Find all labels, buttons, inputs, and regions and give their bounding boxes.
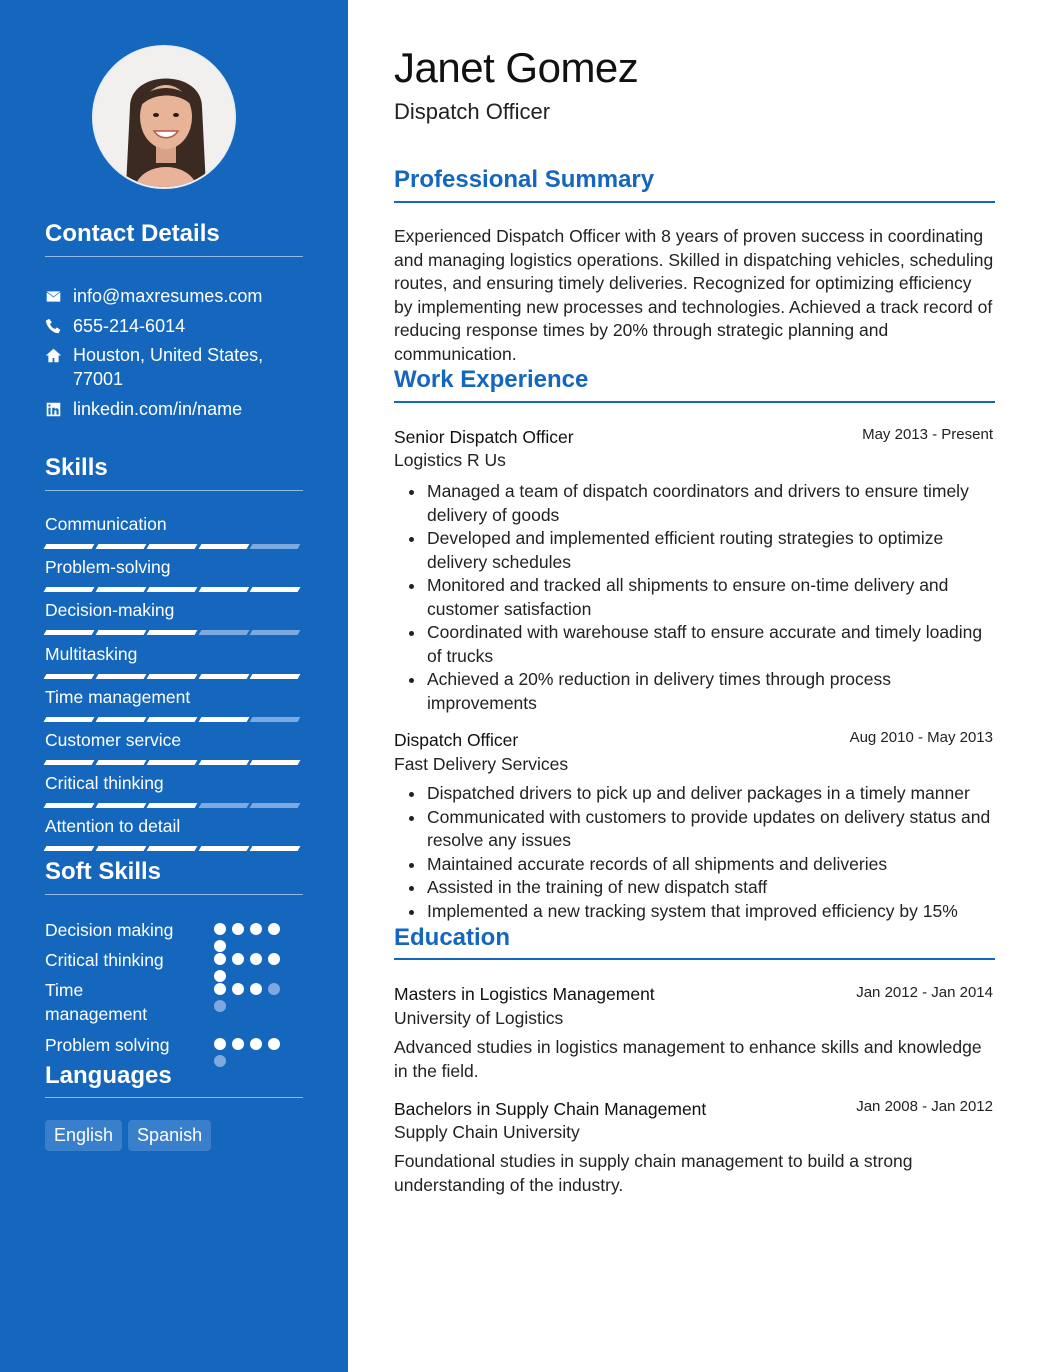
skill-segment-filled <box>198 587 249 592</box>
skill-segment-filled <box>95 803 146 808</box>
rating-dot-filled <box>268 923 280 935</box>
skill-segment-filled <box>95 630 146 635</box>
skill-segment-filled <box>147 674 198 679</box>
summary-section-title: Professional Summary <box>394 166 655 193</box>
job-company: Logistics R Us <box>394 450 506 470</box>
list-item: Managed a team of dispatch coordinators and drivers to ensure timely delivery of goods <box>394 480 994 527</box>
home-icon <box>45 343 73 367</box>
rating-dot-filled <box>250 983 262 995</box>
rating-dot-filled <box>214 1038 226 1050</box>
summary-divider <box>394 201 995 203</box>
soft-skill-rating <box>214 983 288 1012</box>
skill-level-bar <box>45 587 303 593</box>
candidate-name: Janet Gomez <box>394 44 639 91</box>
skill-name: Multitasking <box>45 644 138 664</box>
contact-phone[interactable]: 655-214-6014 <box>73 316 186 336</box>
contact-email[interactable]: info@maxresumes.com <box>73 286 263 306</box>
experience-section-title: Work Experience <box>394 366 589 393</box>
linkedin-icon <box>45 397 73 421</box>
rating-dot-filled <box>250 1038 262 1050</box>
rating-dot-empty <box>214 1000 226 1012</box>
skill-segment-filled <box>250 846 301 851</box>
skill-segment-filled <box>44 587 95 592</box>
skill-level-bar <box>45 630 303 636</box>
skill-segment-filled <box>198 674 249 679</box>
rating-dot-filled <box>232 983 244 995</box>
contact-divider <box>45 256 303 257</box>
soft-skill-rating <box>214 923 288 952</box>
skill-segment-filled <box>95 760 146 765</box>
soft-skill-name: Time management <box>45 980 148 1024</box>
skill-segment-empty <box>250 544 301 549</box>
languages-section-title: Languages <box>45 1062 172 1089</box>
list-item: Coordinated with warehouse staff to ensure accurate and timely loading of trucks <box>394 621 994 668</box>
skill-segment-filled <box>147 587 198 592</box>
rating-dot-filled <box>214 923 226 935</box>
skill-segment-filled <box>147 717 198 722</box>
contact-phone-row <box>45 314 303 338</box>
skill-segment-filled <box>198 846 249 851</box>
list-item: Achieved a 20% reduction in delivery times through process improvements <box>394 668 994 715</box>
rating-dot-filled <box>232 1038 244 1050</box>
skill-segment-filled <box>95 544 146 549</box>
rating-dot-empty <box>214 1055 226 1067</box>
sidebar <box>0 0 348 1372</box>
list-item: Dispatched drivers to pick up and deliver packages in a timely manner <box>394 782 994 806</box>
skill-name: Communication <box>45 514 167 534</box>
skill-segment-filled <box>147 846 198 851</box>
skill-segment-empty <box>198 803 249 808</box>
rating-dot-filled <box>214 940 226 952</box>
contact-linkedin-row <box>45 397 303 421</box>
job-bullets <box>394 480 994 715</box>
skill-segment-filled <box>44 803 95 808</box>
contact-address: Houston, United States, 77001 <box>73 345 264 389</box>
skill-segment-empty <box>198 630 249 635</box>
list-item: Developed and implemented efficient routing strategies to optimize delivery schedules <box>394 527 994 574</box>
education-dates: Jan 2012 - Jan 2014 <box>856 984 993 1001</box>
list-item: Communicated with customers to provide updates on delivery status and resolve any issues <box>394 806 994 853</box>
skill-segment-filled <box>44 846 95 851</box>
skill-level-bar <box>45 544 303 550</box>
list-item: Implemented a new tracking system that improved efficiency by 15% <box>394 900 994 924</box>
rating-dot-filled <box>250 953 262 965</box>
skill-segment-filled <box>44 717 95 722</box>
soft-skill-rating <box>214 1038 288 1067</box>
profile-photo <box>94 47 236 189</box>
skill-level-bar <box>45 846 303 852</box>
rating-dot-empty <box>268 983 280 995</box>
skill-segment-empty <box>250 717 301 722</box>
education-section-title: Education <box>394 924 511 951</box>
skill-name: Attention to detail <box>45 816 181 836</box>
skill-name: Critical thinking <box>45 773 164 793</box>
soft-skills-section-title: Soft Skills <box>45 858 162 885</box>
contact-linkedin[interactable]: linkedin.com/in/name <box>73 399 243 419</box>
job-company: Fast Delivery Services <box>394 754 569 774</box>
skill-segment-filled <box>250 587 301 592</box>
avatar <box>92 45 236 189</box>
education-school: Supply Chain University <box>394 1122 580 1142</box>
skill-segment-filled <box>44 674 95 679</box>
experience-divider <box>394 401 995 403</box>
skill-segment-filled <box>250 674 301 679</box>
skill-segment-filled <box>147 544 198 549</box>
rating-dot-filled <box>214 953 226 965</box>
languages-list <box>45 1120 211 1151</box>
list-item: Maintained accurate records of all shipments and deliveries <box>394 853 994 877</box>
skill-level-bar <box>45 674 303 680</box>
soft-skill-name: Decision making <box>45 920 174 940</box>
education-divider <box>394 958 995 960</box>
soft-skills-divider <box>45 894 303 895</box>
skill-name: Problem-solving <box>45 557 171 577</box>
candidate-role: Dispatch Officer <box>394 99 551 124</box>
skill-name: Decision-making <box>45 600 175 620</box>
skills-divider <box>45 490 303 491</box>
list-item: Monitored and tracked all shipments to ensure on-time delivery and customer satisfaction <box>394 574 994 621</box>
job-bullets <box>394 782 994 923</box>
job-dates: May 2013 - Present <box>862 426 993 443</box>
skill-segment-filled <box>95 587 146 592</box>
contact-section-title: Contact Details <box>45 220 220 247</box>
job-title: Dispatch Officer <box>394 730 519 750</box>
skill-level-bar <box>45 717 303 723</box>
language-chip: Spanish <box>128 1120 211 1151</box>
soft-skill-name: Problem solving <box>45 1035 170 1055</box>
skill-segment-filled <box>147 803 198 808</box>
education-description: Foundational studies in supply chain management to build a strong understanding of the industry. <box>394 1151 913 1195</box>
education-school: University of Logistics <box>394 1008 564 1028</box>
skill-level-bar <box>45 760 303 766</box>
contact-email-row <box>45 284 303 308</box>
rating-dot-filled <box>268 1038 280 1050</box>
rating-dot-filled <box>232 923 244 935</box>
soft-skill-rating <box>214 953 288 982</box>
skill-level-bar <box>45 803 303 809</box>
skills-section-title: Skills <box>45 454 108 481</box>
skill-segment-filled <box>44 544 95 549</box>
skill-name: Time management <box>45 687 191 707</box>
rating-dot-filled <box>250 923 262 935</box>
languages-divider <box>45 1097 303 1098</box>
job-dates: Aug 2010 - May 2013 <box>849 729 993 746</box>
soft-skill-name: Critical thinking <box>45 950 164 970</box>
education-degree: Masters in Logistics Management <box>394 984 655 1004</box>
skill-segment-filled <box>44 630 95 635</box>
rating-dot-filled <box>214 983 226 995</box>
skill-segment-filled <box>147 630 198 635</box>
skill-segment-filled <box>95 717 146 722</box>
education-description: Advanced studies in logistics management to enhance skills and knowledge in the field. <box>394 1037 982 1081</box>
skill-segment-filled <box>250 760 301 765</box>
phone-icon <box>45 314 73 338</box>
education-dates: Jan 2008 - Jan 2012 <box>856 1098 993 1115</box>
contact-address-row <box>45 343 303 391</box>
rating-dot-filled <box>214 970 226 982</box>
skill-segment-filled <box>198 760 249 765</box>
rating-dot-filled <box>268 953 280 965</box>
summary-text: Experienced Dispatch Officer with 8 years of proven success in coordinating and managing logistics operations. Skilled in dispatching vehicles, scheduling routes, and ensuring timely deliveries. Recognized for optimizing efficiency by implementing new processes and technologies. Achieved a track record of reducing response times by 20% through strategic planning and communication. <box>394 226 994 364</box>
language-chip: English <box>45 1120 122 1151</box>
skill-segment-filled <box>44 760 95 765</box>
skill-segment-filled <box>95 674 146 679</box>
job-title: Senior Dispatch Officer <box>394 427 574 447</box>
skill-segment-empty <box>250 803 301 808</box>
skill-segment-filled <box>95 846 146 851</box>
skill-name: Customer service <box>45 730 182 750</box>
skill-segment-empty <box>250 630 301 635</box>
skill-segment-filled <box>147 760 198 765</box>
list-item: Assisted in the training of new dispatch staff <box>394 876 994 900</box>
skill-segment-filled <box>198 544 249 549</box>
envelope-icon <box>45 284 73 308</box>
skill-segment-filled <box>198 717 249 722</box>
education-degree: Bachelors in Supply Chain Management <box>394 1099 707 1119</box>
rating-dot-filled <box>232 953 244 965</box>
